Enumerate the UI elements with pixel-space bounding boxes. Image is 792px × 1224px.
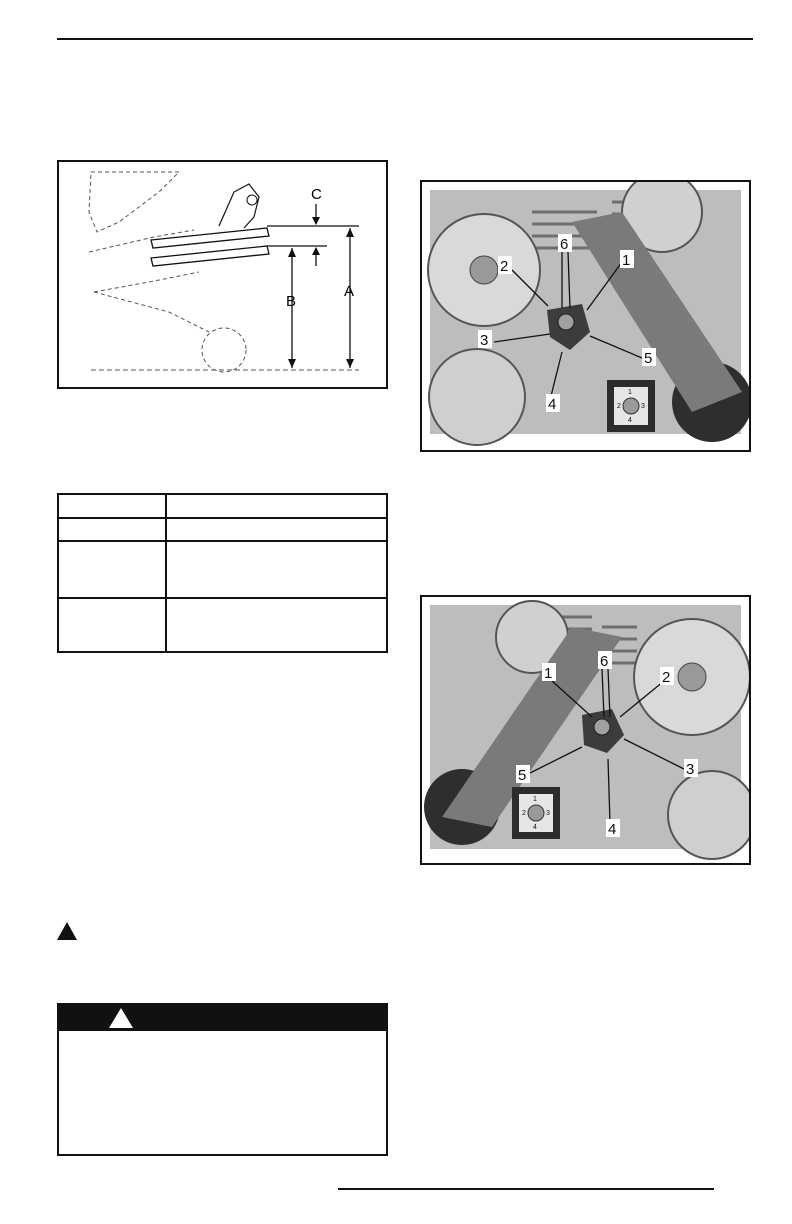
warning-header	[59, 1005, 386, 1031]
callout-1: 1	[622, 252, 631, 269]
spec-table	[57, 493, 388, 653]
table-row-divider	[59, 597, 386, 599]
suspension-photo-2-drawing	[422, 597, 749, 863]
warning-triangle-icon	[108, 1007, 134, 1029]
callout-3: 3	[480, 332, 489, 349]
dial2-number-4: 4	[533, 824, 537, 831]
photo2-callout-1: 1	[544, 665, 553, 682]
callout-5: 5	[644, 350, 653, 367]
dimension-label-a: A	[344, 283, 355, 300]
photo2-callout-4: 4	[608, 821, 617, 838]
header-rule	[57, 38, 753, 40]
warning-triangle-icon	[56, 921, 78, 941]
dial-number-1: 1	[628, 389, 632, 396]
photo2-callout-2: 2	[662, 669, 671, 686]
suspension-photo-1-drawing	[422, 182, 749, 450]
callout-6: 6	[560, 236, 569, 253]
callout-4: 4	[548, 396, 557, 413]
track-dimension-figure	[57, 160, 388, 389]
dial-number-4: 4	[628, 417, 632, 424]
table-row-divider	[59, 540, 386, 542]
track-dimension-drawing	[59, 162, 386, 387]
dimension-label-c: C	[311, 186, 322, 203]
dial-number-2: 2	[617, 403, 621, 410]
dimension-label-b: B	[286, 293, 297, 310]
photo2-callout-3: 3	[686, 761, 695, 778]
suspension-photo-2	[420, 595, 751, 865]
callout-2: 2	[500, 258, 509, 275]
photo2-callout-5: 5	[518, 767, 527, 784]
dial2-number-3: 3	[546, 810, 550, 817]
warning-box	[57, 1003, 388, 1156]
photo2-callout-6: 6	[600, 653, 609, 670]
table-row-divider	[59, 517, 386, 519]
dial2-number-2: 2	[522, 810, 526, 817]
dial2-number-1: 1	[533, 796, 537, 803]
suspension-photo-1	[420, 180, 751, 452]
caution-symbol	[56, 921, 78, 946]
dial-number-3: 3	[641, 403, 645, 410]
footer-rule	[338, 1188, 714, 1190]
